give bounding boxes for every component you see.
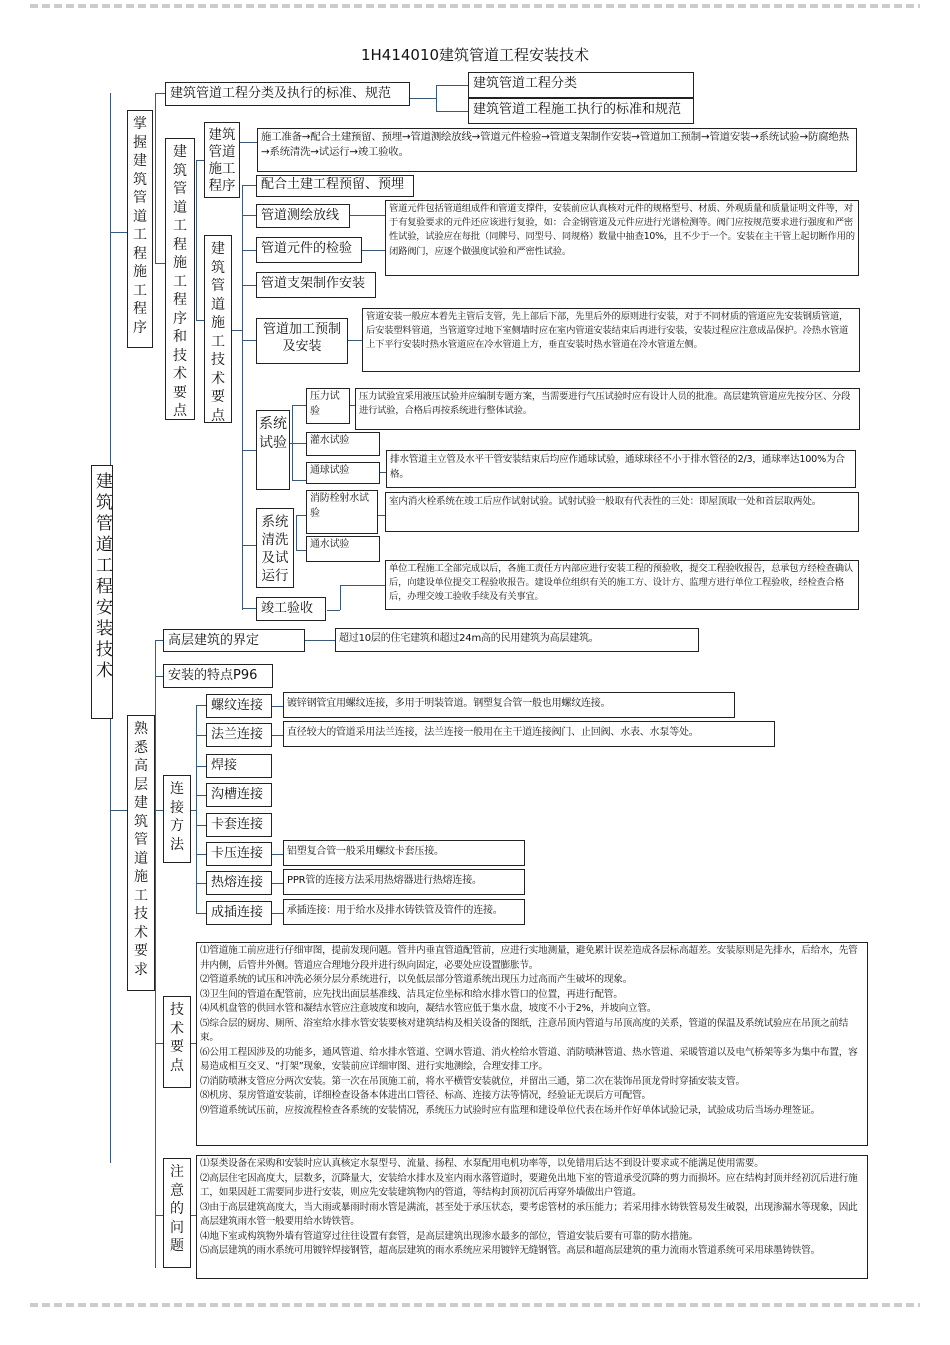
- connector: [378, 515, 385, 516]
- connector: [242, 215, 256, 216]
- conn-method-label: 焊接: [206, 754, 272, 778]
- connector: [155, 1215, 163, 1216]
- connector: [196, 825, 206, 826]
- connector: [155, 640, 163, 641]
- connector: [196, 795, 206, 796]
- test-node: 系统试验: [256, 410, 290, 490]
- list-item: ⑶卫生间的管道在配管前，应先找出面层基准线、洁具定位坐标和给水排水管口的位置，再进行配管。: [200, 988, 623, 1000]
- connector: [155, 1043, 163, 1044]
- tech-node: 建筑管道施工技术要点: [204, 235, 232, 423]
- check-note: 管道元件包括管道组成件和管道支撑件，安装前应认真核对元件的规格型号、材质、外观质量和质量证明文件等，对于有复验要求的元件还应该进行复验，如：合金钢管道及元件应进行光谱检测等。阀门应按规范要求进行强度和严密性试验，试验应在每批（同牌号、同型号、同规格）数量中抽查10%，且不少于一个。安装在主干管上起切断作用的闭路阀门，应逐个做强度试验和严密性试验。: [385, 200, 859, 276]
- connector: [110, 232, 127, 233]
- notes-node: 注意的问题: [163, 1158, 191, 1268]
- ball-node: 通球试验: [306, 462, 380, 484]
- feature-node: 安装的特点P96: [163, 664, 273, 688]
- fill-node: 灌水试验: [306, 432, 380, 456]
- list-item: ⑼管道系统试压前，应按流程检查各系统的安装情况，系统压力试验时应有监理和建设单位代表在场并作好单体试验记录，试验成功后当场办理签证。: [200, 1104, 820, 1116]
- connector: [242, 545, 256, 546]
- tech2-node: 技术要点: [163, 996, 191, 1088]
- conn-method-note: 承插连接：用于给水及排水铸铁管及管件的连接。: [283, 899, 525, 925]
- conn-method-label: 卡压连接: [206, 842, 272, 866]
- ball-note: 排水管道主立管及水平干管安装结束后均应作通球试验，通球球径不小于排水管径的2/3，通球率达100%为合格。: [386, 450, 856, 488]
- conn-method-label: 成插连接: [206, 901, 272, 925]
- connector: [196, 705, 197, 913]
- connector: [155, 93, 156, 263]
- notes-list: [196, 1155, 868, 1279]
- connector: [155, 640, 156, 1268]
- list-item: ⑶由于高层建筑高度大，当大雨或暴雨时雨水管是满流，甚至处于承压状态，要考虑管材的承压能力；若采用排水铸铁管易发生破裂，出现渗漏水等现象，因此高层建筑雨水管一般要用给水铸铁管。: [200, 1201, 858, 1227]
- section1-node: 掌握建筑管道工程施工程序: [127, 110, 153, 348]
- classify-node: 建筑管道工程分类及执行的标准、规范: [165, 82, 410, 106]
- connector: [110, 810, 127, 811]
- accept-note: 单位工程施工全部完成以后，各施工责任方内部应进行安装工程的预验收，提交工程验收报告，总承包方经检查确认后，向建设单位提交工程验收报告。建设单位组织有关的施工方、设计方、监理方进行单位工程验收，经检查合格后，办理交竣工验收手续及有关事宜。: [385, 560, 859, 610]
- conn-method-note: 直径较大的管道采用法兰连接，法兰连接一般用在主干道连接阀门、止回阀、水表、水泵等处。: [283, 721, 775, 747]
- list-item: ⑷地下室或构筑物外墙有管道穿过往往设置有套管，是高层建筑出现渗水最多的部位，管道安装后要有可靠的防水措施。: [200, 1230, 698, 1242]
- install-node: 管道加工预制及安装: [256, 318, 348, 364]
- connector: [327, 610, 340, 611]
- connector: [340, 585, 385, 586]
- connector: [272, 854, 283, 855]
- press-node: 压力试验: [306, 388, 350, 424]
- conn-method-label: 螺纹连接: [206, 694, 272, 718]
- connector: [410, 98, 436, 99]
- connector: [350, 215, 385, 216]
- connector: [242, 250, 256, 251]
- connector: [196, 320, 204, 321]
- conn-method-note: PPR管的连接方法采用热熔器进行热熔连接。: [283, 869, 525, 895]
- connector: [296, 550, 306, 551]
- classify-b-node: 建筑管道工程施工执行的标准和规范: [468, 98, 694, 124]
- connector: [196, 854, 206, 855]
- fire-note: 室内消火栓系统在竣工后应作试射试验。试射试验一般取有代表性的三处：即屋顶取一处和首层取两处。: [385, 492, 859, 532]
- connector: [196, 766, 206, 767]
- survey-node: 管道测绘放线: [256, 204, 350, 228]
- proc-node: 建筑管道工程施工程序和技术要点: [165, 138, 195, 420]
- conn-method-label: 卡套连接: [206, 813, 272, 837]
- page-title: 1H414010建筑管道工程安装技术: [360, 46, 590, 64]
- connector: [242, 450, 256, 451]
- connector: [196, 160, 197, 320]
- list-item: ⑻机房、泵房管道安装前，详细检查设备本体进出口管径、标高、连接方法等情况，经验证无误后方可配管。: [200, 1090, 651, 1101]
- press-note: 压力试验宜采用液压试验并应编制专题方案，当需要进行气压试验时应有设计人员的批准。高层建筑管道应先按分区、分段进行试验，合格后再按系统进行整体试验。: [355, 388, 860, 430]
- conn-method-label: 热熔连接: [206, 871, 272, 895]
- connector: [272, 913, 283, 914]
- clean-node: 系统清洗及试运行: [256, 508, 294, 588]
- connector: [348, 340, 362, 341]
- classify-a-node: 建筑管道工程分类: [468, 72, 694, 98]
- connector: [155, 676, 163, 677]
- list-item: ⑵高层住宅因高度大，层数多，沉降量大，安装给水排水及室内雨水落管道时，要避免出地下室的管道承受沉降的剪力而损坏。应在结构封顶并经初沉后进行施工，如果因赶工需要同步进行安装，则应先安装建筑物内的管道，等结构封顶初沉后再穿外墙做出户管道。: [200, 1172, 858, 1198]
- support-node: 管道支架制作安装: [256, 272, 376, 298]
- list-item: ⑸高层建筑的雨水系统可用镀锌焊接钢管，超高层建筑的雨水系统应采用镀锌无缝钢管。高层和超高层建筑的重力流雨水管道系统可采用球墨铸铁管。: [200, 1245, 820, 1256]
- connector: [296, 515, 297, 550]
- connector: [242, 185, 243, 610]
- connector: [155, 263, 165, 264]
- connector: [436, 85, 437, 112]
- tech-list: [196, 942, 868, 1146]
- def-note: 超过10层的住宅建筑和超过24m高的民用建筑为高层建筑。: [335, 628, 699, 652]
- list-item: ⑺消防喷淋支管应分两次安装。第一次在吊顶施工前，将水平横管安装就位，并留出三通，第二次在装饰吊顶龙骨时穿插安装支管。: [200, 1075, 745, 1087]
- fire-node: 消防栓射水试验: [306, 490, 378, 534]
- list-item: ⑹公用工程因涉及的功能多，通风管道、给水排水管道、空调水管道、消火栓给水管道、消防喷淋管道、热水管道、采暖管道以及电气桥架等多为集中布置，容易造成相互交叉、“打架”现象，安装前应详细审图、进行实地测绘，合理安排工序。: [200, 1046, 858, 1072]
- conn-method-label: 沟槽连接: [206, 783, 272, 807]
- connector: [292, 405, 306, 406]
- conn-node: 连接方法: [163, 775, 191, 863]
- connector: [242, 340, 256, 341]
- section2-node: 熟悉高层建筑管道施工技术要求: [127, 715, 155, 991]
- pre-node: 配合土建工程预留、预埋: [256, 175, 414, 197]
- connector: [232, 330, 242, 331]
- connector: [362, 250, 385, 251]
- connector: [196, 883, 206, 884]
- list-item: ⑷风机盘管的供回水管和凝结水管应注意坡度和坡向，凝结水管应低于集水盘，坡度不小于2%，并坡向立管。: [200, 1003, 657, 1014]
- connector: [242, 608, 256, 609]
- connector: [242, 285, 256, 286]
- seq-node: 建筑管道施工程序: [204, 122, 240, 198]
- def-node: 高层建筑的界定: [163, 629, 305, 652]
- root-node: 建筑管道工程安装技术: [91, 465, 113, 719]
- connector: [196, 913, 206, 914]
- connector: [290, 443, 306, 444]
- water-node: 通水试验: [306, 536, 380, 562]
- connector: [272, 883, 283, 884]
- connector: [272, 706, 283, 707]
- connector: [292, 480, 306, 481]
- list-item: ⑸综合层的厨房、厕所、浴室给水排水管安装要核对建筑结构及相关设备的图纸，注意吊顶内管道与吊顶高度的关系，管道的保温及系统试验应在吊顶之前结束。: [200, 1017, 849, 1043]
- check-node: 管道元件的检验: [256, 237, 362, 263]
- connector: [296, 515, 306, 516]
- connector: [242, 185, 256, 186]
- list-item: ⑴管道施工前应进行仔细审图，提前发现问题。管井内垂直管道配管前，应进行实地测量，避免累计误差造成各层标高超差。安装原则是先排水，后给水，先管井内侧，后管井外侧。管道应合理地分段并进行纵向固定，必要处应设置膨胀节。: [200, 945, 858, 971]
- conn-method-note: 镀锌钢管宜用螺纹连接，多用于明装管道。钢塑复合管一般也用螺纹连接。: [283, 692, 735, 718]
- connector: [436, 111, 468, 112]
- seq-text: 施工准备→配合土建预留、预埋→管道测绘放线→管道元件检验→管道支架制作安装→管道加工预制→管道安装→系统试验→防腐绝热→系统清洗→试运行→竣工验收。: [257, 128, 857, 172]
- connector: [155, 810, 163, 811]
- connector: [240, 142, 257, 143]
- bottom-scan-artifact: [30, 1303, 920, 1307]
- connector: [155, 93, 165, 94]
- list-item: ⑴泵类设备在采购和安装时应认真核定水泵型号、流量、扬程、水泵配用电机功率等，以免错用后达不到设计要求或不能满足使用需要。: [200, 1158, 764, 1169]
- connector: [196, 160, 204, 161]
- connector: [305, 640, 335, 641]
- connector: [436, 85, 468, 86]
- conn-method-note: 铝塑复合管一般采用螺纹卡套压接。: [283, 840, 525, 866]
- connector: [196, 735, 206, 736]
- list-item: ⑵管道系统的试压和冲洗必须分层分系统进行，以免低层部分管道系统出现压力过高而产生破坏的现象。: [200, 974, 633, 985]
- top-scan-artifact: [30, 4, 920, 8]
- connector: [196, 705, 206, 706]
- install-note: 管道安装一般应本着先主管后支管，先上部后下部，先里后外的原则进行安装，对于不同材质的管道应先安装钢质管道，后安装塑料管道，当管道穿过地下室侧墙时应在室内管道安装结束后再进行安装，安装过程应注意成品保护。冷热水管道上下平行安装时热水管道应在冷水管道上方，垂直安装时热水管道在冷水管道左侧。: [362, 308, 860, 372]
- connector: [340, 585, 341, 610]
- accept-node: 竣工验收: [256, 597, 326, 621]
- conn-method-label: 法兰连接: [206, 723, 272, 747]
- connector: [272, 735, 283, 736]
